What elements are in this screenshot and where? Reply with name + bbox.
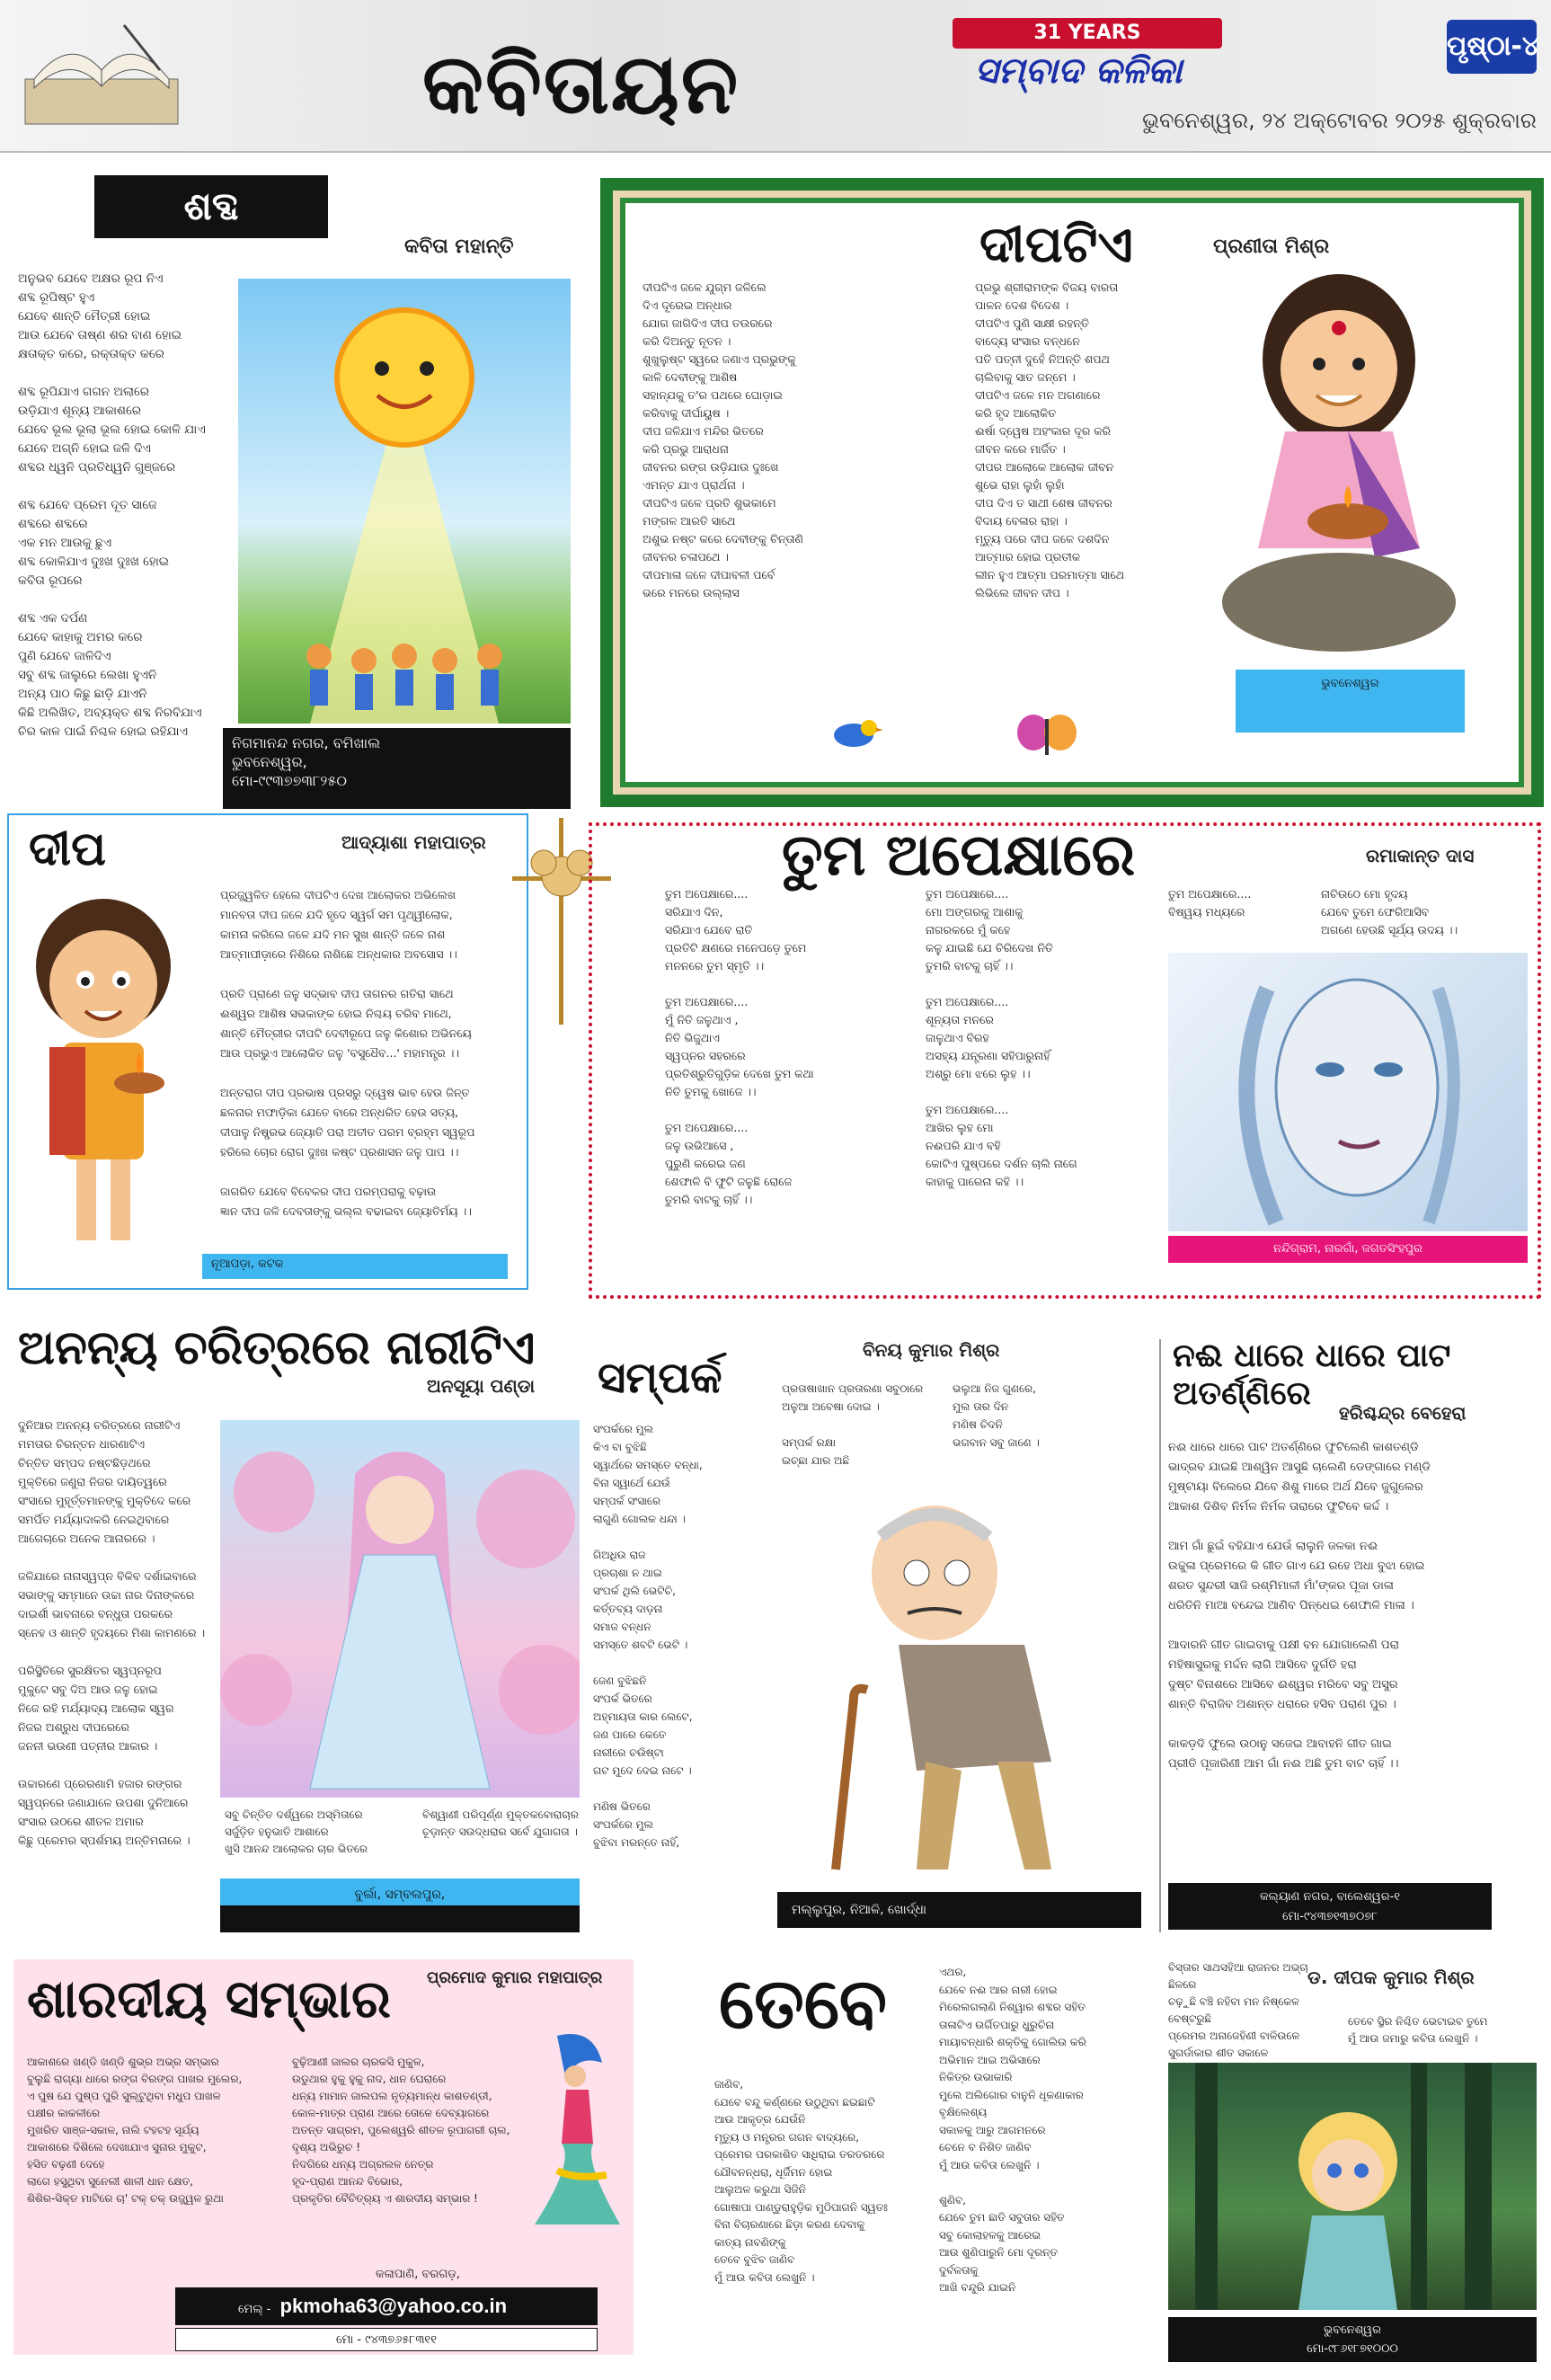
woman-blossom-illustration <box>220 1420 580 1798</box>
poem-column-2: ଏଥର, ଯେବେ ନଈ ଆର ନାରୀ ହୋଇ ମିରେଲଗଲାଣି ନିଶ୍ୱାର ଶବ୍ଦର ସହିତ ତାଳାଟିଏ ଉର୍ଗିତପାରୁ ଧୁରୁଚିନା ମାୟାବନ୍ଧାରି ଶକ୍ତିକୁ ଗୋଲିଉ କରି ଅଭିମାନ ଆଇ ଅଭିସାରେ ନିକିତ୍ର ଉଭାକାରି ମୁଲେ ଅଲିଗୋର ବାନୁନି ଧୂକଣାକାର ବୃକ୍ଷିଲେଶ୍ୟ ସକାଳକୁ ଆରୁ ଆଗମନରେ ଚେନେ ବ ନିଶିତ ଜାଣିବ ମୁଁ ଆଉ କବିତା ଲେଖୁନି । ଶୁଣିବ, ଯେବେ ତୁମ ଛାତି ସବୁତାର ସହିତ ସବୁ କୋଲାହଳକୁ ଆରେଇ ଆଉ ଶୁଣିପାରୁନି ମୋ ଦୂରନ୍ତ ଦୁର୍ବଳତାକୁ ଆଖି ବନ୍ଦୁରି ଯାଇନି <box>939 1966 1086 2294</box>
poem-column-2: ପ୍ରଭୁ ଶ୍ରୀରାମଙ୍କ ବିଜୟ ବାରତା ପାଳନ ଦେଶ ବିଦେଶ । ଦୀପଟିଏ ପୁଣି ସାକ୍ଷୀ ରହନ୍ତି ବାଦ୍ୟେ ସଂସାର ବନ୍ଧନେ ପତି ପତ୍ନୀ ଦୁହେଁ ନିଅନ୍ତି ଶପଥ ଚାଲିବାକୁ ସାତ ଜନ୍ମେ । ଦୀପଟିଏ ଜଳେ ମନ ଅଗଣାରେ କରି ହୃଦ ଆଲୋକିତ ଈର୍ଷା ଦ୍ୱେଷ ଅହଂକାର ଦୂର କରି ଜୀବନ କରେ ମାର୍ଜିତ । ଦୀପର ଆଲୋକେ ଆଲୋକ ଜୀବନ ଶୁଭେ ରାହା ଲୁହାଁ ଲୁହାଁ ଦୀପ ଦିଏ ତ ସାଥୀ ଶେଷ ଜୀବନର ବିଦାୟ ବେଳାର ରାହା । ମୃତ୍ୟୁ ପରେ ଦୀପ ଜଳେ ଦଶଦିନ ଆତ୍ମାର ହୋଇ ପ୍ରତୀକ ଲୀନ ହୁଏ ଆତ୍ମା ପରମାତ୍ମା ସାଥେ ଲିଭିଲେ ଜୀବନ ଦୀପ । <box>975 280 1125 599</box>
email-bar <box>175 2287 598 2325</box>
poem-author: କବିତା ମହାନ୍ତି <box>404 235 514 258</box>
poem-column-1: ଦୀପଟିଏ ଜଳେ ଯୁଗ୍ମ ଜଳିଲେ ଦିଏ ଦୂରେଇ ଅନ୍ଧାର ଯୋଗ ଜାଗିଦିଏ ଦୀପ ତଉରରେ କରି ଦିଅନ୍ତୁ ନୂତନ । ଶୁଖୁଲୁଷ୍ଟ ସ୍ୱରେ ଜଣାଏ ପ୍ରଭୁଙ୍କୁ କାଳି ଦେବୀଙ୍କୁ ଆଶିଷ ସହାନ୍ଯକୁ ତ'ର ପଥରେ ଘୋଡ଼ାଇ କରିବାକୁ ଦୀର୍ଘାୟୁଷ । ଦୀପ ଜଳିଯାଏ ମନ୍ଦିର ଭିତରେ କରି ପ୍ରଭୁ ଆରାଧନା ଜୀବନର ରଙ୍ଗ ଉଡ଼ିଯାଉ ଦୁଃଖେ ଏମନ୍ତ ଯାଏ ପ୍ରାର୍ଥନା । ଦୀପଟିଏ ଜଳେ ପ୍ରତି ଶୁଭକାମେ ମଙ୍ଗଳ ଆରତି ସାଥେ ଅଶୁଭ ନଷ୍ଟ କରେ ଦେବୀଙ୍କୁ ଚିନ୍ତାଣି ଜୀବନର ଚଳାପଥେ । ଦୀପମାଳା ଜଳେ ଦୀପାବଳୀ ପର୍ବେ ଭରେ ମନରେ ଉଲ୍ଲାସ <box>643 280 803 599</box>
poem-title-samparka: ସମ୍ପର୍କ <box>598 1353 722 1403</box>
email-label: ମେଲ୍ - <box>238 2303 271 2316</box>
poem-title-shabda: ଶବ୍ଦ <box>94 175 328 238</box>
poem-author: ହରିଶ୍ଚନ୍ଦ୍ର ବେହେରା <box>1339 1402 1467 1424</box>
poem-author: ବିନୟ କୁମାର ମିଶ୍ର <box>863 1339 1000 1361</box>
poem-stanza-bottom-right: ବିଶ୍ୱାଣୀ ପରିପୂର୍ଣ୍ଣ ମୁକ୍ତକବୋରାଚାର ଚୂଡ଼ାନ୍ତ ସଉଦ୍ଧରାର ସର୍ବେ ଯୁଗାଗତା । <box>422 1808 579 1838</box>
poem-title-deepatie: ଦୀପଟିଏ <box>979 216 1133 274</box>
poem-author: ଅନସୂୟା ପଣ୍ଡା <box>427 1375 536 1397</box>
poem-body: ନଈ ଧାରେ ଧାରେ ପାଟ ଅତର୍ଣ୍ଣିରେ ଫୁଟିଲେଣି କାଶତଣ୍ଡି ଭାଦ୍ରବ ଯାଇଛି ଆଶ୍ୱିନ ଆସୁଛି ଚାଲେଣି ଡେଙ୍ଗାରେ ମଣ୍ଡି ମୁଷ୍ଟାୟା ବିଲେରେ ଯିବେ ଶିଶୁ ମାରେ ଅର୍ଥ ଯିବେ ଜୁଗୁଲେର ଆକାଶ ଦିଶିବ ନିର୍ମଳ ନିର୍ମଳ ତାରାରେ ଫୁଟିବେ କର୍ଦ୍ଦ । ଆମ ଗାଁ ଛୁଇଁ ବହିଯାଏ ଯେଉଁ ଲାଲୁନି ଜଳକା ନଈ ଉଚ୍ଚୁଳା ପ୍ରେମରେ କି ଗୀତ ଗାଏ ଯେ ରହେ ଅଧା ବୁଝା ହୋଇ ଶରତ ସୁନ୍ଦରୀ ସାଜି ରଶ୍ମିମାଳୀ ମାଁ'ଙ୍କର ପୂଜା ଡାଳା ଧରିତିନି ମାଆ ବନ୍ଦେଇ ଆଣିବ ପିନ୍ଧେଇ ଶେଫାଳି ମାଳା । ଆଦାରନି ଗୀତ ଗାଇବାକୁ ପକ୍ଷୀ ବନ ଯୋଗାଲେଣି ପରା ମହିଷାସୁରକୁ ମର୍ଦ୍ଦନ ଲାଗି ଆସିବେ ଦୁର୍ଗତି ହରା ଦୁଷ୍ଟ ବିନାଶରେ ଆସିବେ ଈଶ୍ୱର ମରିବେ ସବୁ ଅସୁର ଶାନ୍ତି ବିରାଜିବ ଅଶାନ୍ତ ଧରାରେ ହସିବ ପରାଣ ପୁର । କାକଡ଼ଦି ଫୁଲେ ଉଠାନୁ ସଜେଇ ଆବାହନି ଗୀତ ଗାଇ ପ୍ରୀତି ପୂଜାରିଣୀ ଆମ ଗାଁ ନଈ ଅଛି ତୁମ ବାଟ ଚାହିଁ ।। <box>1168 1441 1431 1771</box>
poem-author: ଡ. ଦୀପକ କୁମାର ମିଶ୍ର <box>1307 1967 1475 1988</box>
poet-address: ଭୁବନେଶ୍ୱର <box>1321 677 1379 690</box>
watercolor-face-illustration <box>1168 953 1528 1231</box>
poet-address: କଳାପାଣି, ବରଗଡ଼, <box>376 2268 460 2281</box>
poet-address: ନୂଆପଡ଼ା, କଟକ <box>202 1254 508 1279</box>
poet-address-location <box>1168 1236 1528 1283</box>
poet-address-box <box>1236 670 1465 733</box>
poem-title-nai-dhare: ନଈ ଧାରେ ଧାରେ ପାଟ ଅତର୍ଣ୍ଣିରେ <box>1173 1337 1451 1412</box>
poem-column-3: ତୁମ ଅପେକ୍ଷାରେ.... ବିଷ୍ୱୟ ମଧ୍ୟରେ <box>1168 887 1252 919</box>
poem-title-sharadiya: ଶାରଦୀୟ ସମ୍ଭାର <box>27 1968 391 2029</box>
poem-author: ଆଦ୍ୟାଶା ମହାପାତ୍ର <box>341 831 486 853</box>
poet-address: ଭୁବନେଶ୍ୱର ମୋ-୯୮୬୧୮୭୧୦୦୦ <box>1168 2317 1537 2362</box>
poem-author: ପ୍ରମୋଦ କୁମାର ମହାପାତ୍ର <box>427 1968 603 1987</box>
bird-icon <box>822 710 885 755</box>
page-number: ପୃଷ୍ଠା-୪ <box>1447 20 1537 74</box>
poem-title-ananya: ଅନନ୍ୟ ଚରିତ୍ରରେ ନାରୀଟିଏ <box>18 1321 536 1375</box>
poem-author: ପ୍ରଣୀତା ମିଶ୍ର <box>1213 235 1330 258</box>
sun-children-illustration <box>238 279 571 724</box>
poem-column-middle-2: ଭଲୁଆ ନିଜ ଗୁଣରେ, ମୁଲ ତାର ଦିନ ମଣିଷ ଚିଦନି ଭଗବାନ ସବୁ ଜାଣେ । <box>953 1382 1040 1449</box>
poet-address-box <box>220 1878 580 1932</box>
section-title: କବିତାୟନ <box>422 36 740 132</box>
poem-column-1: ଜାଣିବ, ଯେବେ ବନ୍ଦୁ କର୍ଣ୍ଣରେ ଉଠୁଥିବା ଛଇଛାଟି ଆଉ ଆକୃତ୍ର ଯେଉଁନି ମୃତ୍ୟୁ ଓ ମନ୍ତ୍ରର ଗଗନ ବାଦ୍ୟରେ, ପ୍ରେମର ପରକାଶିତ ସାଧିରାଇ ତରତରରେ ଯୌବନନ୍ଧରା, ଧୂର୍ଜିମନ ହୋଇ ଆଲୁଅଳ କରୁଥା ସିଜିନି ଗୋଷାପା ପାଣ୍ଡୁରାହୁଡ଼ିକ ମୁଠିପାଗନି ସ୍ୱତଃ ବିନା ବିଚାରଣାରେ ଛିଡ଼ା କରଣ ଦେବାକୁ କାତ୍ୟ ନାବଣିଙ୍କୁ ତେବେ ବୁଝିବ ଜାଣିବ ମୁଁ ଆଉ କବିତା ଲେଖୁନି । <box>714 2078 888 2284</box>
poet-address: ବୁର୍ଲା, ସମ୍ବଲପୁର, ମୋ-୯୪୩୯୭୨୧୯୭୧ <box>352 1887 448 1927</box>
forest-girl-illustration <box>1168 2063 1537 2310</box>
poem-column-4: ନାଚିଉଠେ ମୋ ହୃଦୟ ଯେବେ ତୁମେ ଫେରିଆସିବ ଅଗଣେ ହେଉଛି ସୂର୍ଯ୍ୟ ଉଦୟ ।। <box>1321 887 1458 937</box>
poet-address: ମଲ୍ଲୁପୁର, ନିଆଳି, ଖୋର୍ଦ୍ଧା <box>777 1892 1141 1928</box>
poem-column-4: ତେବେ ସ୍ଥିର ନିଶ୍ଚିତ ଭେଟାଇବ ତୁମେ ମୁଁ ଆଉ ଜମାରୁ କବିତା ଲେଖୁନି । <box>1348 2015 1488 2045</box>
masthead <box>0 0 1551 153</box>
poem-column-3: ବିସ୍ତାର ସାଥସହିଆ ରାଜନର ଅଭ୍ଚା ଛିଳରେ ଚଢ଼ୁଛି ବଞ୍ଚି ନହିବା ମନ ନିଷ୍କେଳ ବେଷ୍ଟରୁଛି ପ୍ରେମର ଅନାଜେହିଣୀ ବାଳିଉଳେ ସୁଗର୍ଡାକାର ଶୀତ ସକାଳେ <box>1168 1961 1308 2059</box>
poet-address: ନନ୍ଦିଗ୍ରାମ, ନାରଗାଁ, ଜଗତସିଂହପୁର ମୋ-୯୭୮୮୫୩୭୬୭୯ <box>1273 1242 1422 1283</box>
boy-with-diya-illustration <box>13 885 193 1263</box>
old-man-illustration <box>782 1492 1141 1887</box>
open-book-icon <box>16 16 187 133</box>
poem-body: ଦୁନିଆର ଅନନ୍ୟ ଚରିତ୍ରରେ ନାରୀଟିଏ ମମତାର ଚିରନ୍ତନ ଧାରଣାଟିଏ ଚିନ୍ତିତ ସମ୍ପଦ ନଷ୍ଟଛିଡ଼ଥରେ ମୁକ୍ତିରେ ଜଣୁରା ନିଜର ଦାୟିତ୍ୱରେ ସଂସାରେ ମୁହୂର୍ତ୍ତମାନଙ୍କୁ ମୁକ୍ତିଦେ କରେ ସମର୍ପିତ ମର୍ଯ୍ୟାଦାକରି ନେଇଥିବାରେ ଆଗେଚାରେ ଅନେକ ଆନାରରେ । ଜଳିଯାରେ ନାନାସ୍ୱପ୍ନ ବିକିବ ଦର୍ଶାଇବାରେ ସଭାଙ୍କୁ ସମ୍ମାନେ ଉଚ୍ଚା ନାର ଦିନାଙ୍କରେ ଦାଇର୍ଶୀ ଭାବନାରେ ବନ୍ଧୁତା ପରକରେ ସ୍ନେହ ଓ ଶାନ୍ତି ହୃଦୟରେ ମିଶା କାମଣରେ । ପରିସ୍ଥିତିରେ ସୁରକ୍ଷିତର ସ୍ୱପ୍ନରୂପ ମୁକୁଟେ ସବୁ ଦିଅ ଆଉ ଜଳୁ ହୋଇ ନିଜେ ରହି ମର୍ଯ୍ୟାଦ୍ୟ ଆଲୋକ ସ୍ୱର ନିଜର ଅଶ୍ରୁଧ ଦୀପରେରେ ଜନନୀ ଭଉଣୀ ପତ୍ନୀର ଆକାର । ଉଚ୍ଚାରଣେ ପ୍ରେରଣାମି ହଜାର ରଙ୍ଗର ସ୍ୱପ୍ନରେ ଜଣାଯାଳେ ଉପଶା ଦୁନିଆରେ ସଂସାର ଉଠରେ ଶୀତଳ ଅମାର କିଛୁ ପ୍ରେମର ସ୍ପର୍ଶମୟ ଅନ୍ତିମନାରେ । <box>18 1418 206 1847</box>
poem-column-left: ସଂପର୍କରେ ମୁଲ କିଏ ବା ବୁଝିଛି ସ୍ୱାର୍ଥରେ ସମସ୍ତେ ବନ୍ଧା, ବିନା ସ୍ୱାର୍ଥେ ଯେଉଁ ସମ୍ପର୍କ ସଂସାରେ ଲାଗୁଣି ଗୋଲକ ଧନ୍ଦା । ଗିଅଧିଉ ରାଜ ପ୍ରଚାଶା ନ ଥାଇ ସଂପର୍କ ଥିଲି ଭେଟିଚି, କର୍ତ୍ତବ୍ୟ ଦାଡ଼ନା ସମାଜ ବନ୍ଧନ ସମସ୍ତେ ଶବଟି ଭେଟି । ଜେଣ ବୁଝିଛନି ସଂପର୍କ ଭିତରେ ଅହ୍ମାୟତା କାର ଲେଟେ, ଜଣ ପାରେ କେତେ ନାରୀରେ ଚଉିଷ୍ଟା ଗଟ ମୁଦେ ଦେଇ ନାଟେ । ମଣିଷ ଭିତରେ ସଂପର୍କରେ ମୁଲ ବୁଝିବା ମରନ୍ତେ ନାହିଁ, <box>593 1423 703 1849</box>
column-divider <box>1159 1339 1161 1932</box>
poem-column-2: ତୁମ ଅପେକ୍ଷାରେ.... ମୋ ଅଙ୍ଗରକୁ ଆଶାକୁ ନାଗରକରେ ମୁଁ କହେ କଳୁ ଯାଇଛି ଯେ ଚିରିଦେଖ ନିତି ତୁମରି ବାଟକୁ ଚାହିଁ ।। ତୁମ ଅପେକ୍ଷାରେ.... ଶୂନ୍ୟତା ମନରେ ଜାଳୁଥାଏ ବିରହ ଅସହ୍ୟ ଯନ୍ତ୍ରଣା ସହିପାରୁନାହିଁ ଅଶ୍ରୁ ମୋ ଝରେ ଲୁହ ।। ତୁମ ଅପେକ୍ଷାରେ.... ଆଖିର ଲୁହ ମୋ ନଈପରି ଯାଏ ବହି କୋଟିଏ ପୁଷ୍ପରେ ଦର୍ଶନ ଚାଲି ନାଗେ କାହାକୁ ପାରେନା କହି ।। <box>926 887 1077 1188</box>
butterfly-icon <box>1015 710 1078 764</box>
girl-with-diya-illustration <box>1177 261 1519 665</box>
poem-stanza-bottom-left: ସବୁ ଚିନ୍ତିତ ଦର୍ଶ୍ୱରେ ଅସ୍ମିତାରେ ସର୍ଜୁଡ଼ିତ ହନୁଭାତି ଆଶାରେ ଖୁସି ଆନନ୍ଦ ଆଲୋକର ଚାର ଭିତରେ <box>225 1808 368 1855</box>
phone-number: ମୋ - ୯୪୩୭୬୫୮୩୧୧ <box>175 2328 598 2351</box>
poem-column-middle-1: ପ୍ରତାଷାଖାନ ପ୍ରତାରଣା ସବୁଠାରେ ଅଳୁଆ ଅବେଷା ଦୋଇ । ସମ୍ପର୍କ ରକ୍ଷା ଇଚ୍ଛା ଯାର ଅଛି <box>782 1382 924 1467</box>
poem-title-deep: ଦୀପ <box>29 822 107 876</box>
poet-address: କଲ୍ୟାଣ ନଗର, ବାଲେଶ୍ୱର-୧ ମୋ-୯୪୩୭୧୩୭୦୭୮ <box>1168 1883 1492 1930</box>
poem-body: ପ୍ରଜ୍ଜ୍ୱଳିତ ହେଲେ ଦୀପଟିଏ ଦେଖ ଆଲୋକର ଅଭିଲେଖ ମାନବତା ଦୀପ ଜଳେ ଯଦି ହୃଦେ ସ୍ୱର୍ଗ ସମ ପୃଥ୍ୱୀଲୋକ, କାମନା କରିଲେ ଜଳେ ଯଦି ମନ ସୁଖ ଶାନ୍ତି ଜଳେ ନାଶ ଆତ୍ମାପୀଡ଼ାରେ ନିଶିରେ ନାଶିଛେ ଅନ୍ଧକାର ଅବସୋସ ।। ପ୍ରତି ପ୍ରାଣେ ଜଳୁ ସଦ୍ଭାବ ଦୀପ ତାଗନର ଗତିରା ସାଥେ ଈଶ୍ୱର ଆଶିଷ ସଭକାଙ୍କ ହୋଇ ନିଶ୍ଚୟ ଚରିବ ମାଥେ, ଶାନ୍ତି ମୈତ୍ରୀର ଦୀପଟି ଦେବୀରୂପେ ଜଳୁ କିଶୋର ଅଭିନୟେ ଆଉ ପ୍ରଭୁଏ ଆଲୋକିତ ଜଳୁ 'ବସୁଧୈବ...' ମହାମନ୍ତ୍ର ।। ଅନ୍ତରାଗ ଦୀପ ପ୍ରଭାଷ ପ୍ରସରୁ ଦ୍ୱେଷ ଭାବ ହେଉ ଜିନ୍ତ ଛଳନାର ମଫାଡ଼ିକା ଯେତେ ବାରେ ଅନ୍ଧରିତ ହେଉ ସତ୍ୟ, ଦୀପାଳୁ ନିଷ୍ପ୍ରଭ ଜ୍ୟୋତି ପରା ଅତୀତ ପରମ ବ୍ରହ୍ମ ସ୍ୱରୂପ ହରିଲେ ଚୋର ରୋଗ ଦୁଃଖ କଷ୍ଟ ପ୍ରଶାସନ ଜଳୁ ପାପ ।। ଜାଗରିତ ଯେବେ ବିବେକର ଦୀପ ପରମ୍ପରାକୁ ବଢ଼ାଉ ଜ୍ଞାନ ଦୀପ ଜଳି ଦେବତାଙ୍କୁ ଭଲ୍ଲ ବଢାଇବା ଜ୍ୟୋତିର୍ମୟ ।। <box>220 888 475 1218</box>
poem-body: ଅନୁଭବ ଯେବେ ଅକ୍ଷର ରୂପ ନିଏ ଶବ୍ଦ ରୂପିଷ୍ଟ ହୁଏ ଯେବେ ଶାନ୍ତି ମୈତ୍ରୀ ହୋଇ ଆଉ ଯେବେ ତାଷ୍ଣ ଶର ବାଣ ହୋଇ କ୍ଷତାକ୍ତ କରେ, ରକ୍ତାକ୍ତ କରେ ଶବ୍ଦ ରୂପିଯାଏ ଗଗନ ଅଲାରେ ଉଡ଼ିଯାଏ ଶୂନ୍ୟ ଆକାଶରେ ଯେବେ ଭୂଲ ଭୂଲା ଭୂଲ ହୋଇ କୋଳି ଯାଏ ଯେବେ ଅଗ୍ନି ହୋଇ ଜଳି ଦିଏ ଶବ୍ଦର ଧ୍ୱନି ପ୍ରତିଧ୍ୱନି ଗୁଞ୍ଜରେ ଶବ୍ଦ ଯେବେ ପ୍ରେମ ଦୂତ ସାଜେ ଶବ୍ଦରେ ଶବ୍ଦରେ ଏକ ମନ ଆଉକୁ ଛୁଏ ଶବ୍ଦ କୋଳିଯାଏ ଦୁଃଖ ଦୁଃଖ ହୋଇ କବିତା ରୂପରେ ଶବ୍ଦ ଏକ ଦର୍ପଣ ଯେବେ କାହାକୁ ଅମର କରେ ପୁଣି ଯେବେ ଜାଳିଦିଏ ସବୁ ଶବ୍ଦ ଜାଲୁରେ ଲେଖା ହୁଏନି ଅନ୍ୟ ପାଠ କିଛୁ ଛାଡ଼ି ଯାଏନି କିଛି ଅଲିଖିତ, ଅବ୍ୟକ୍ତ ଶବ୍ଦ ନିରବିଯାଏ ଚିର କାଳ ପାଇଁ ନିଶ୍ଚଳ ହୋଇ ରହିଯାଏ <box>18 271 206 739</box>
poem-title-tuma-apekshare: ତୁମ ଅପେକ୍ଷାରେ <box>782 822 1136 889</box>
poem-author: ରମାକାନ୍ତ ଦାସ <box>1366 845 1475 866</box>
poem-column-2: ବୁଢ଼ିଆଣୀ ଜାଲର ଚାରକସି ମୁକୁଳ, ଉଡୁଥାର ହୁକୁ ହୁକୁ ନାଦ, ଧାନ ଘେରାରେ ଧନ୍ୟ ମାମାନ ଜାଲପଲ ନୃତ୍ୟମାନ୍ଧ କାଶତଣ୍ଡୀ, କୋଳ-ମାତ୍ର ପ୍ରାଣ ଆରେ ତୋଳେ ଦେବ୍ୟାଗରେ ଅତନ୍ତ ସାଗ୍ରମ, ପୁଲେଶ୍ୱରି ଶୀତଳ ରୂପାଗରୀ ଚାଲ, ଦୃଶ୍ୟ ଅଭିରୁଚ ! ନିଦଗିରେ ଧନ୍ୟ ଅଗ୍ରଲଳ ନେତ୍ର ହୃଦ-ପ୍ରାଣ ଆନନ୍ଦ ବିଭୋର, ପ୍ରକୃତିର ବୈଚିତ୍ର୍ୟ ଏ ଶାରଦୀୟ ସମ୍ଭାର ! <box>292 2056 510 2205</box>
poem-column-1: ଆକାଶରେ ଖଣ୍ଡି ଖଣ୍ଡି ଶୁଭ୍ର ଅଭ୍ର ସମ୍ଭାର ବୁଲୁଛି ରାଗ୍ୟା ଧାରେ ରଙ୍ଗ ବିରଙ୍ଗ ପାଖର ମୁଲେର, ଏ ପୁଷ ଯେ ପୁଷ୍ପ ପୁରି ସୁଲ୍ଟୁଥିବା ମଧୁପ ପାଖଳ ପକ୍ଷୀର କାକଳୀରେ ମୁଖରିତ ସାଞ୍ଜ-ସକାଳ, ନାଲି ଟହଟହ ସୂର୍ଯ୍ୟ ଆକାଶରେ ଦିଶିଲେ ଦେଖାଯାଏ ସୁନାର ମୁକୁଟ, ହସିତ ବଢ଼ଣୀ ଦେହେ ଲାଗେ ହସୁଥିବା ସୁନେଲୀ ଶାଳୀ ଧାନ କ୍ଷେତ, ଶିଶିର-ସିକ୍ତ ମାଟିରେ ଚା' ଟକ୍ ଚକ୍ ଉଜ୍ଜ୍ୱଳ ରୁଥା <box>27 2056 243 2205</box>
poem-title-tebe: ତେବେ <box>719 1964 887 2045</box>
dateline: ଭୁବନେଶ୍ୱର, ୨୪ ଅକ୍ଟୋବର ୨୦୨୫ ଶୁକ୍ରବାର <box>1142 108 1537 133</box>
newspaper-logo: ସମ୍ବାଦ କଳିକା <box>974 50 1183 92</box>
dancer-illustration <box>521 2027 625 2233</box>
email-address[interactable]: pkmoha63@yahoo.co.in <box>279 2295 508 2317</box>
poem-column-1: ତୁମ ଅପେକ୍ଷାରେ.... ସରିଯାଏ ଦିନ, ସରିଯାଏ ଯେବେ ରାତି ପ୍ରତିଟି କ୍ଷଣରେ ମନେପଡ଼େ ତୁମେ ମନନରେ ତୁମ ସ୍ମୃତି ।। ତୁମ ଅପେକ୍ଷାରେ.... ମୁଁ ନିତି ଜଳୁଥାଏ , ନିତି ଭିଜୁଥାଏ ସ୍ୱପ୍ନର ସହରରେ ପ୍ରତିଶ୍ରୁତିଗୁଡ଼ିକ ଦେଖେ ତୁମ କଥା ନିତି ତୁମକୁ ଖୋଜେ ।। ତୁମ ଅପେକ୍ଷାରେ.... ଜଳୁ ଉଭିଆସେ , ପୁରୁଣି କରେଇ ଜଣ ଶେଫାଳି ବି ଫୁଟି ଜଳୁଛି ରୋଜେ ତୁମରି ବାଟକୁ ଚାହିଁ ।। <box>665 887 814 1206</box>
anniversary-ribbon: 31 YEARS <box>953 18 1222 49</box>
poet-address: ନିଗମାନନ୍ଦ ନଗର, ବମିଖାଲ ଭୁବନେଶ୍ୱର, ମୋ-୯୯୩୭୭୩୮୨୫୦ <box>223 728 571 809</box>
